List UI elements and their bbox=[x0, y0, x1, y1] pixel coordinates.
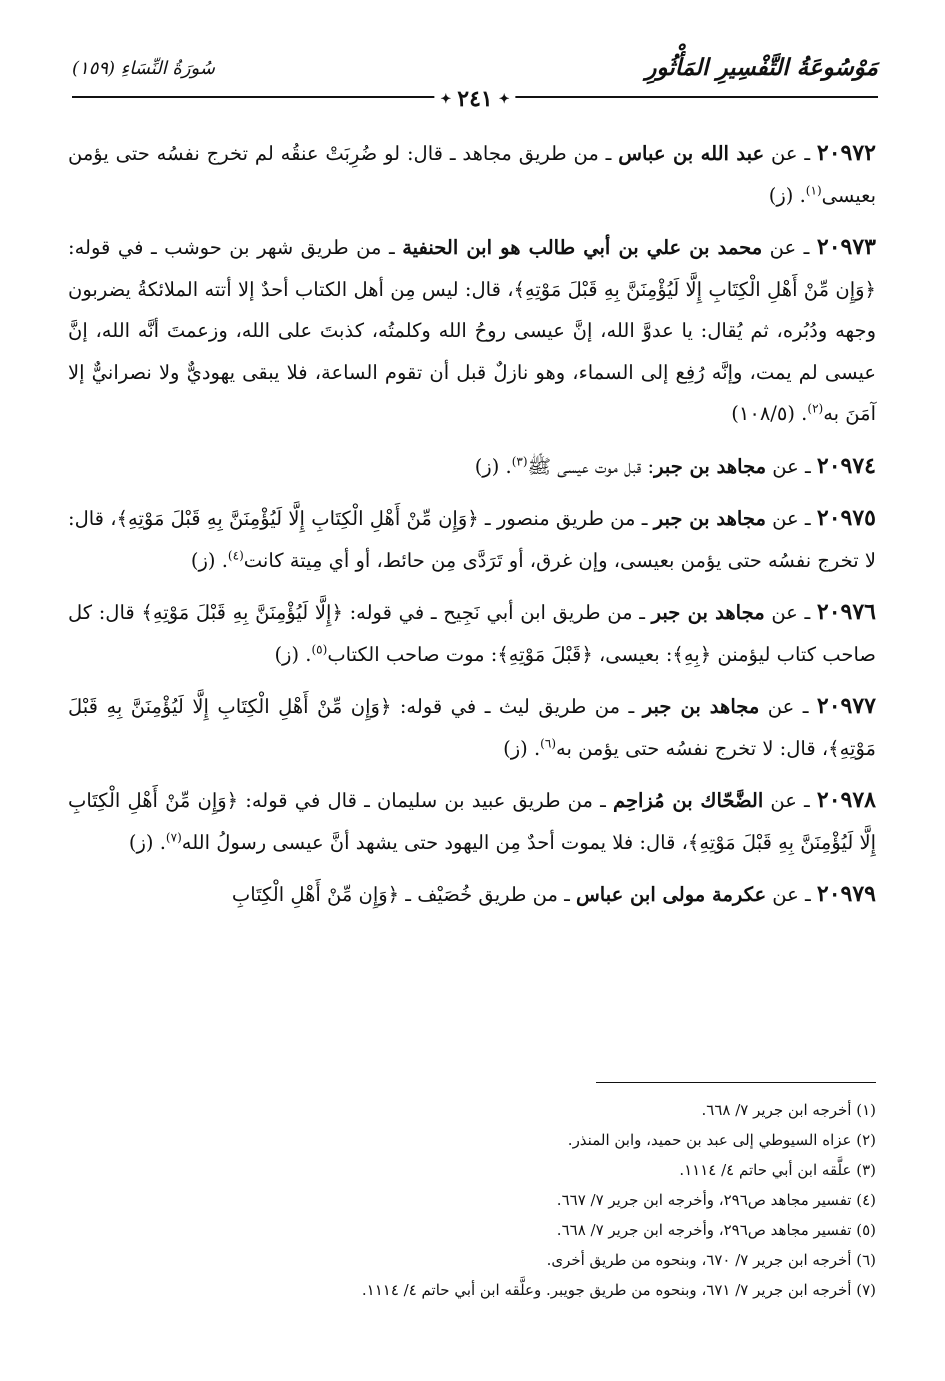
narrator-name: عبد الله بن عباس bbox=[618, 142, 765, 165]
narrator-name: الضَّحّاك بن مُزاحِم bbox=[612, 789, 764, 812]
page-number: ٢٤١ bbox=[457, 86, 493, 112]
surah-reference: سُورَةُ النِّسَاءِ (١٥٩) bbox=[72, 58, 215, 79]
entry-text: ـ من طريق عبيد بن سليمان ـ قال في قوله: ﴿وَإِن مِّنْ أَهْلِ الْكِتَابِ إِلَّا لَيُؤْمِنَنَّ بِهِ قَبْلَ مَوْتِهِ﴾، قال: فلا يموت أحدٌ مِن اليهود حتى يشهد أنَّ عيسى رسولُ الله bbox=[68, 789, 876, 854]
footnote-item: (٥) تفسير مجاهد ص٢٩٦، وأخرجه ابن جرير ٧/ ٦٦٨. bbox=[556, 1221, 876, 1239]
hadith-entry: ٢٠٩٧٣ ـ عن محمد بن علي بن أبي طالب هو ابن الحنفية ـ من طريق شهر بن حوشب ـ في قوله: ﴿وَإِن مِّنْ أَهْلِ الْكِتَابِ إِلَّا لَيُؤْمِنَنَّ بِهِ قَبْلَ مَوْتِهِ﴾، قال: ليس مِن أهل الكتاب أحدٌ إلا أتته الملائكةُ يضربون وجهه ودُبُره، ثم يُقال: يا عدوَّ الله، إنَّ عيسى روحُ الله وكلمتُه، كذبتَ على الله، وزعمتَ أنَّه الله، إنَّ عيسى لم يمت، وإنَّه رُفِع إلى السماء، وهو نازلٌ قبل أن تقوم الساعة، فلا يبقى يهوديٌّ ولا نصرانيٌّ إلا آمَنَ به$^{(٢)}$. (١٠٨/٥) bbox=[68, 234, 876, 425]
entry-number: ٢٠٩٧٨ bbox=[816, 787, 876, 813]
main-text bbox=[68, 133, 876, 927]
footnote-divider bbox=[596, 1082, 876, 1083]
footnote-ref: (١) bbox=[805, 183, 822, 197]
hadith-entry: ٢٠٩٧٢ ـ عن عبد الله بن عباس ـ من طريق مجاهد ـ قال: لو ضُرِبَتْ عنقُه لم تخرج نفسُه حتى يؤمن بعيسى$^{(١)}$. (ز) bbox=[68, 140, 876, 207]
hadith-entry: ٢٠٩٧٧ ـ عن مجاهد بن جبر ـ من طريق ليث ـ في قوله: ﴿وَإِن مِّنْ أَهْلِ الْكِتَابِ إِلَّا لَيُؤْمِنَنَّ بِهِ قَبْلَ مَوْتِهِ﴾، قال: لا تخرج نفسُه حتى يؤمن به$^{(٦)}$. (ز) bbox=[68, 693, 876, 760]
hadith-entry: ٢٠٩٧٨ ـ عن الضَّحّاك بن مُزاحِم ـ من طريق عبيد بن سليمان ـ قال في قوله: ﴿وَإِن مِّنْ أَهْلِ الْكِتَابِ إِلَّا لَيُؤْمِنَنَّ بِهِ قَبْلَ مَوْتِهِ﴾، قال: فلا يموت أحدٌ مِن اليهود حتى يشهد أنَّ عيسى رسولُ الله$^{(٧)}$. (ز) bbox=[68, 787, 876, 854]
page-number-box bbox=[434, 86, 515, 112]
entry-text: : قبل موت عيسى ﷺ bbox=[527, 454, 655, 478]
narrator-name: عكرمة مولى ابن عباس bbox=[576, 883, 767, 906]
entry-text: ـ من طريق منصور ـ ﴿وَإِن مِّنْ أَهْلِ الْكِتَابِ إِلَّا لَيُؤْمِنَنَّ بِهِ قَبْلَ مَوْتِهِ﴾، قال: لا تخرج نفسُه حتى يؤمن بعيسى، وإن غرق، أو تَرَدَّى مِن حائط، أو أي مِيتة كانت bbox=[68, 507, 876, 572]
footnote-ref: (٦) bbox=[540, 736, 556, 750]
footnote-item: (٤) تفسير مجاهد ص٢٩٦، وأخرجه ابن جرير ٧/ ٦٦٧. bbox=[556, 1191, 876, 1209]
ornament-icon: ✦ bbox=[498, 91, 510, 107]
footnote-ref: (٣) bbox=[511, 454, 528, 468]
narrator-name: مجاهد بن جبر bbox=[654, 454, 767, 478]
entry-number: ٢٠٩٧٩ bbox=[816, 881, 876, 907]
footnote-ref: (٤) bbox=[227, 548, 244, 562]
narrator-name: مجاهد بن جبر bbox=[642, 695, 760, 718]
footnotes-section bbox=[120, 1082, 876, 1305]
hadith-entry: ٢٠٩٧٥ ـ عن مجاهد بن جبر ـ من طريق منصور ـ ﴿وَإِن مِّنْ أَهْلِ الْكِتَابِ إِلَّا لَيُؤْمِنَنَّ بِهِ قَبْلَ مَوْتِهِ﴾، قال: لا تخرج نفسُه حتى يؤمن بعيسى، وإن غرق، أو تَرَدَّى مِن حائط، أو أي مِيتة كانت$^{(٤)}$. (ز) bbox=[68, 505, 876, 572]
entry-number: ٢٠٩٧٤ bbox=[816, 452, 876, 479]
entry-text: ـ من طريق شهر بن حوشب ـ في قوله: ﴿وَإِن مِّنْ أَهْلِ الْكِتَابِ إِلَّا لَيُؤْمِنَنَّ بِهِ قَبْلَ مَوْتِهِ﴾، قال: ليس مِن أهل الكتاب أحدٌ إلا أتته الملائكةُ يضربون وجهه ودُبُره، ثم يُقال: يا عدوَّ الله، إنَّ عيسى روحُ الله وكلمتُه، كذبتَ على الله، وزعمتَ أنَّه الله، إنَّ عيسى لم يمت، وإنَّه رُفِع إلى السماء، وهو نازلٌ قبل أن تقوم الساعة، فلا يبقى يهوديٌّ ولا نصرانيٌّ إلا آمَنَ به bbox=[68, 236, 876, 425]
entry-number: ٢٠٩٧٧ bbox=[816, 693, 876, 719]
narrator-name: مجاهد بن جبر bbox=[653, 507, 766, 530]
narrator-name: محمد بن علي بن أبي طالب هو ابن الحنفية bbox=[402, 236, 763, 259]
footnote-ref: (٧) bbox=[165, 830, 182, 844]
narrator-name: مجاهد بن جبر bbox=[651, 601, 765, 624]
footnote-item: (٢) عزاه السيوطي إلى عبد بن حميد، وابن المنذر. bbox=[567, 1131, 876, 1149]
entry-number: ٢٠٩٧٣ bbox=[816, 234, 876, 260]
footnote-item: (٣) علَّقه ابن أبي حاتم ٤/ ١١١٤. bbox=[679, 1161, 876, 1179]
footnote-item: (٦) أخرجه ابن جرير ٧/ ٦٧٠، وبنحوه من طريق أخرى. bbox=[546, 1251, 876, 1269]
hadith-entry: ٢٠٩٧٩ ـ عن عكرمة مولى ابن عباس ـ من طريق خُصَيْف ـ ﴿وَإِن مِّنْ أَهْلِ الْكِتَابِ bbox=[231, 881, 876, 907]
page-header bbox=[72, 52, 878, 112]
footnote-ref: (٥) bbox=[311, 642, 328, 656]
entry-text: ـ من طريق ابن أبي نَجِيح ـ في قوله: ﴿إِلَّا لَيُؤْمِنَنَّ بِهِ قَبْلَ مَوْتِهِ﴾ قال: كل صاحب كتاب ليؤمنن ﴿بِهِ﴾: بعيسى، ﴿قَبْلَ مَوْتِهِ﴾: موت صاحب الكتاب bbox=[68, 601, 876, 666]
hadith-entry: ٢٠٩٧٤ ـ عن مجاهد بن جبر: قبل موت عيسى ﷺ$^{(٣)}$. (ز) bbox=[474, 452, 876, 479]
entry-number: ٢٠٩٧٦ bbox=[816, 599, 876, 625]
book-title: مَوْسُوعَةُ التَّفْسِيرِ المَأْثُورِ bbox=[645, 54, 878, 81]
entry-text: ـ من طريق خُصَيْف ـ ﴿وَإِن مِّنْ أَهْلِ الْكِتَابِ bbox=[231, 883, 576, 906]
entry-text: ـ من طريق ليث ـ في قوله: ﴿وَإِن مِّنْ أَهْلِ الْكِتَابِ إِلَّا لَيُؤْمِنَنَّ بِهِ قَبْلَ مَوْتِهِ﴾، قال: لا تخرج نفسُه حتى يؤمن به bbox=[68, 695, 876, 760]
footnote-item: (٧) أخرجه ابن جرير ٧/ ٦٧١، وبنحوه من طريق جويبر. وعلَّقه ابن أبي حاتم ٤/ ١١١٤. bbox=[361, 1281, 876, 1299]
entry-number: ٢٠٩٧٥ bbox=[816, 505, 876, 531]
hadith-entry: ٢٠٩٧٦ ـ عن مجاهد بن جبر ـ من طريق ابن أبي نَجِيح ـ في قوله: ﴿إِلَّا لَيُؤْمِنَنَّ بِهِ قَبْلَ مَوْتِهِ﴾ قال: كل صاحب كتاب ليؤمنن ﴿بِهِ﴾: بعيسى، ﴿قَبْلَ مَوْتِهِ﴾: موت صاحب الكتاب$^{(٥)}$. (ز) bbox=[68, 599, 876, 666]
entry-text: ـ من طريق مجاهد ـ قال: لو ضُرِبَتْ عنقُه لم تخرج نفسُه حتى يؤمن بعيسى bbox=[68, 142, 876, 207]
footnote-ref: (٢) bbox=[807, 401, 824, 416]
entry-number: ٢٠٩٧٢ bbox=[816, 140, 876, 166]
footnote-item: (١) أخرجه ابن جرير ٧/ ٦٦٨. bbox=[701, 1101, 876, 1119]
ornament-icon: ✦ bbox=[440, 91, 452, 107]
